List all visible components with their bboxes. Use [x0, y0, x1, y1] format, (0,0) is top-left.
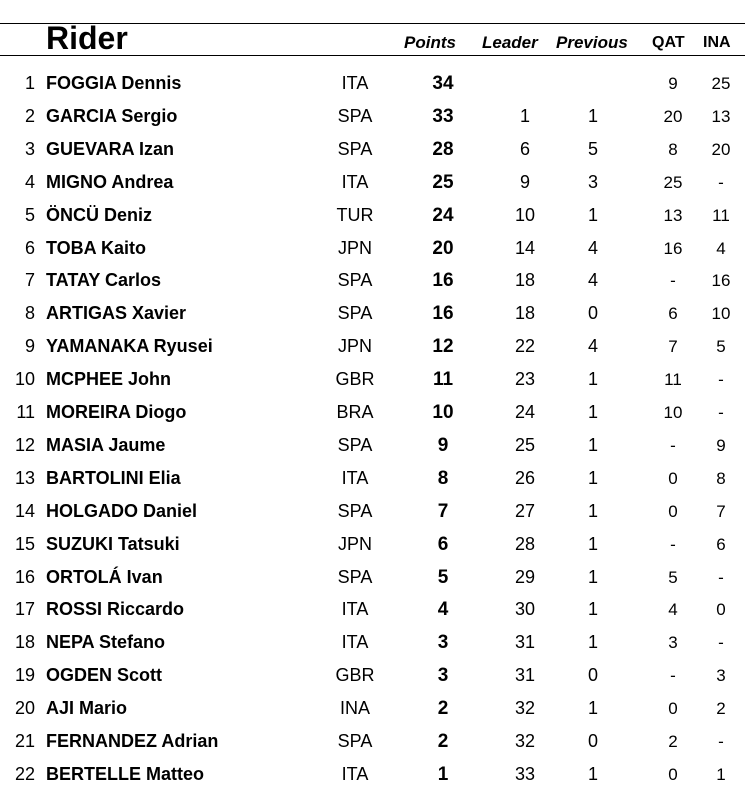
- rider-nation: SPA: [337, 500, 373, 521]
- rider-position: 2: [24, 105, 35, 126]
- table-row: [0, 758, 745, 791]
- rider-points-ina: -: [718, 732, 724, 751]
- header-ina: INA: [703, 34, 731, 51]
- rider-name: YAMANAKA Ryusei: [46, 336, 213, 357]
- table-row: [0, 363, 745, 396]
- rider-gap-leader: 31: [514, 665, 536, 686]
- rider-points: 2: [437, 698, 449, 720]
- rider-gap-previous: 1: [587, 599, 598, 620]
- rider-points-qat: 0: [668, 764, 678, 784]
- rider-nation: JPN: [337, 237, 372, 258]
- rider-gap-previous: 1: [587, 402, 598, 422]
- table-row: [0, 232, 745, 265]
- rider-points-qat: -: [670, 435, 676, 455]
- rider-points-qat: 3: [668, 633, 678, 653]
- rider-points: 16: [432, 303, 454, 325]
- rider-points-qat: 0: [668, 501, 678, 521]
- table-row: [0, 133, 745, 166]
- rider-gap-leader: 6: [519, 138, 530, 159]
- rider-gap-leader: 29: [514, 566, 536, 587]
- table-row: [0, 561, 745, 594]
- rider-gap-previous: 0: [587, 731, 598, 751]
- table-row: [0, 495, 745, 528]
- table-row: [0, 396, 745, 429]
- rider-position: 20: [14, 698, 35, 719]
- rider-points: 1: [437, 763, 449, 785]
- rider-points-ina: 1: [716, 764, 726, 784]
- rider-position: 7: [24, 270, 35, 291]
- rider-position: 16: [14, 566, 35, 587]
- rider-nation: ITA: [341, 632, 369, 653]
- rider-position: 5: [24, 204, 35, 225]
- rider-points-qat: 10: [663, 403, 683, 422]
- rider-points-qat: 20: [663, 106, 683, 126]
- rider-gap-leader: 18: [514, 303, 536, 324]
- header-leader: Leader: [482, 33, 538, 52]
- rider-points-ina: 13: [711, 106, 731, 126]
- rider-nation: BRA: [336, 402, 374, 422]
- rider-points-qat: 7: [668, 337, 678, 357]
- rider-name: ÖNCÜ Deniz: [46, 204, 153, 225]
- rider-gap-leader: 18: [514, 270, 536, 291]
- table-row: [0, 199, 745, 232]
- rider-nation: GBR: [335, 369, 375, 390]
- rider-points-ina: 2: [716, 699, 726, 719]
- rider-position: 8: [24, 303, 35, 324]
- rider-points-qat: 11: [664, 370, 682, 390]
- rider-gap-previous: 0: [587, 665, 598, 686]
- table-row: [0, 659, 745, 692]
- rider-gap-leader: 25: [514, 434, 536, 455]
- rider-points-qat: 4: [668, 600, 678, 620]
- rider-points: 12: [432, 336, 454, 358]
- rider-points: 5: [437, 566, 449, 588]
- table-row: [0, 264, 745, 297]
- rider-gap-leader: 23: [514, 369, 536, 390]
- rider-nation: JPN: [337, 533, 372, 554]
- rider-gap-leader: 32: [514, 698, 536, 719]
- rider-points: 8: [437, 467, 449, 489]
- header-qat: QAT: [652, 34, 685, 51]
- rider-points-ina: 7: [716, 501, 726, 521]
- rider-gap-previous: 1: [587, 698, 598, 719]
- rider-gap-previous: 1: [587, 500, 598, 521]
- rider-gap-leader: 31: [514, 632, 536, 653]
- rider-points-ina: 9: [716, 435, 726, 455]
- rider-name: MOREIRA Diogo: [46, 402, 187, 422]
- rider-gap-previous: 1: [587, 369, 598, 390]
- rider-gap-leader: 30: [514, 599, 536, 620]
- rider-name: ARTIGAS Xavier: [46, 303, 187, 324]
- rider-gap-previous: 5: [587, 138, 598, 159]
- rider-position: 19: [14, 665, 35, 686]
- rider-name: SUZUKI Tatsuki: [46, 533, 180, 554]
- rider-points-qat: -: [670, 666, 676, 686]
- rider-gap-previous: 3: [587, 171, 598, 192]
- table-row: [0, 593, 745, 626]
- rider-gap-leader: 10: [514, 204, 536, 225]
- rider-points-qat: 0: [668, 468, 678, 488]
- rider-points: 10: [432, 402, 454, 423]
- rider-points: 3: [437, 632, 449, 654]
- rider-position: 3: [24, 138, 35, 159]
- rider-points: 4: [437, 599, 449, 621]
- rider-gap-leader: 22: [514, 336, 536, 357]
- rider-nation: ITA: [341, 171, 369, 192]
- rider-gap-leader: 1: [519, 105, 530, 126]
- table-row: [0, 626, 745, 659]
- rider-gap-previous: 1: [587, 467, 598, 488]
- table-row: [0, 100, 745, 133]
- rider-points-qat: 2: [668, 732, 678, 751]
- rider-nation: SPA: [337, 303, 373, 324]
- rider-points: 11: [432, 369, 454, 391]
- rider-nation: TUR: [336, 204, 374, 225]
- rider-points-qat: 16: [663, 238, 683, 258]
- rider-points-ina: -: [718, 567, 724, 587]
- rider-gap-leader: 24: [514, 402, 536, 422]
- rider-points: 7: [437, 500, 449, 522]
- rider-position: 18: [14, 632, 35, 653]
- rider-points-qat: 9: [668, 74, 678, 93]
- rider-gap-leader: 28: [514, 533, 536, 554]
- rider-name: FERNANDEZ Adrian: [46, 731, 219, 751]
- table-row: [0, 429, 745, 462]
- rider-position: 12: [14, 434, 35, 455]
- rider-gap-leader: 14: [514, 237, 536, 258]
- rider-position: 6: [24, 237, 35, 258]
- rider-gap-previous: 1: [587, 566, 598, 587]
- rider-name: GARCIA Sergio: [46, 105, 178, 126]
- rider-gap-previous: 1: [587, 434, 598, 455]
- rider-name: MCPHEE John: [46, 369, 172, 390]
- rider-points: 25: [432, 171, 454, 193]
- rider-points-qat: 13: [663, 205, 683, 225]
- rider-points-ina: 3: [716, 666, 726, 686]
- table-row: [0, 692, 745, 725]
- rider-points-ina: -: [718, 403, 724, 422]
- rider-nation: ITA: [341, 467, 369, 488]
- rider-gap-leader: 9: [519, 171, 530, 192]
- rider-gap-previous: 4: [587, 336, 598, 357]
- rider-points: 20: [432, 237, 454, 259]
- rider-gap-previous: 1: [587, 763, 598, 784]
- rider-name: TATAY Carlos: [46, 270, 162, 291]
- rider-name: AJI Mario: [46, 698, 128, 719]
- rider-name: BERTELLE Matteo: [46, 763, 205, 784]
- rider-gap-leader: 26: [514, 467, 536, 488]
- rider-name: OGDEN Scott: [46, 665, 163, 686]
- rider-points-ina: 4: [716, 238, 726, 258]
- rider-points-ina: 5: [716, 337, 726, 357]
- rider-points-ina: -: [718, 633, 724, 653]
- rider-points-ina: -: [718, 370, 724, 390]
- rider-nation: ITA: [341, 763, 369, 784]
- rider-points-ina: 6: [716, 534, 726, 554]
- rider-points: 6: [437, 533, 449, 555]
- rider-points-qat: 5: [668, 567, 678, 587]
- rider-points: 9: [437, 434, 449, 456]
- rider-nation: ITA: [341, 73, 369, 93]
- header-previous: Previous: [556, 33, 628, 52]
- rider-position: 14: [14, 500, 35, 521]
- rider-points-ina: 20: [711, 139, 731, 159]
- rider-name: TOBA Kaito: [46, 237, 147, 258]
- rider-position: 21: [14, 731, 35, 751]
- table-row: [0, 725, 745, 758]
- rider-position: 11: [16, 402, 35, 422]
- rider-gap-leader: 32: [514, 731, 536, 751]
- rider-name: FOGGIA Dennis: [46, 73, 182, 93]
- rider-points-qat: 8: [668, 139, 678, 159]
- rider-position: 4: [24, 171, 35, 192]
- rider-name: HOLGADO Daniel: [46, 500, 198, 521]
- rider-gap-previous: 4: [587, 237, 598, 258]
- rider-nation: JPN: [337, 336, 372, 357]
- rider-points-ina: 0: [716, 600, 726, 620]
- rider-points-qat: -: [670, 534, 676, 554]
- table-row: [0, 462, 745, 495]
- rider-name: NEPA Stefano: [46, 632, 166, 653]
- rider-nation: SPA: [337, 270, 373, 291]
- rider-position: 13: [14, 467, 35, 488]
- rider-name: ORTOLÁ Ivan: [46, 566, 163, 587]
- rider-nation: SPA: [337, 138, 373, 159]
- rider-points-qat: 0: [668, 699, 678, 719]
- header-rule: [0, 55, 745, 56]
- rider-points-ina: 25: [711, 74, 731, 93]
- rider-nation: SPA: [337, 434, 373, 455]
- rider-position: 22: [14, 763, 35, 784]
- rider-position: 17: [14, 599, 35, 620]
- rider-points-qat: 6: [668, 304, 678, 324]
- rider-position: 15: [14, 533, 35, 554]
- rider-name: ROSSI Riccardo: [46, 599, 185, 620]
- table-row: [0, 528, 745, 561]
- rider-position: 10: [14, 369, 35, 390]
- rider-name: GUEVARA Izan: [46, 138, 175, 159]
- rider-points-ina: 16: [711, 271, 731, 291]
- rider-nation: SPA: [337, 105, 373, 126]
- rider-points-ina: 11: [712, 205, 730, 225]
- rider-nation: SPA: [337, 566, 373, 587]
- rider-name: MIGNO Andrea: [46, 171, 174, 192]
- rider-points-qat: -: [670, 271, 676, 291]
- rider-name: BARTOLINI Elia: [46, 467, 181, 488]
- rider-points-ina: 10: [711, 304, 731, 324]
- rider-gap-leader: 27: [514, 500, 536, 521]
- rider-points: 33: [432, 105, 454, 127]
- table-row: [0, 67, 745, 100]
- header-rider: Rider: [46, 20, 128, 56]
- rider-points-ina: -: [718, 172, 724, 192]
- rider-points: 16: [432, 270, 454, 292]
- header-points: Points: [404, 33, 456, 52]
- rider-points-qat: 25: [663, 172, 683, 192]
- rider-gap-previous: 1: [587, 533, 598, 554]
- rider-gap-previous: 0: [587, 303, 598, 324]
- rider-points: 34: [432, 73, 454, 94]
- rider-nation: GBR: [335, 665, 375, 686]
- rider-name: MASIA Jaume: [46, 434, 166, 455]
- rider-position: 1: [24, 73, 35, 93]
- rider-points: 2: [437, 731, 449, 752]
- rider-gap-previous: 4: [587, 270, 598, 291]
- rider-nation: INA: [339, 698, 370, 719]
- rider-points: 3: [437, 665, 449, 687]
- rider-gap-previous: 1: [587, 105, 598, 126]
- rider-nation: SPA: [337, 731, 373, 751]
- rider-position: 9: [24, 336, 35, 357]
- rider-gap-previous: 1: [587, 632, 598, 653]
- rider-gap-leader: 33: [514, 763, 536, 784]
- rider-gap-previous: 1: [587, 204, 598, 225]
- rider-points-ina: 8: [716, 468, 726, 488]
- rider-nation: ITA: [341, 599, 369, 620]
- table-row: [0, 166, 745, 199]
- rider-points: 28: [432, 138, 454, 160]
- rider-points: 24: [432, 204, 454, 226]
- table-row: [0, 330, 745, 363]
- table-row: [0, 297, 745, 330]
